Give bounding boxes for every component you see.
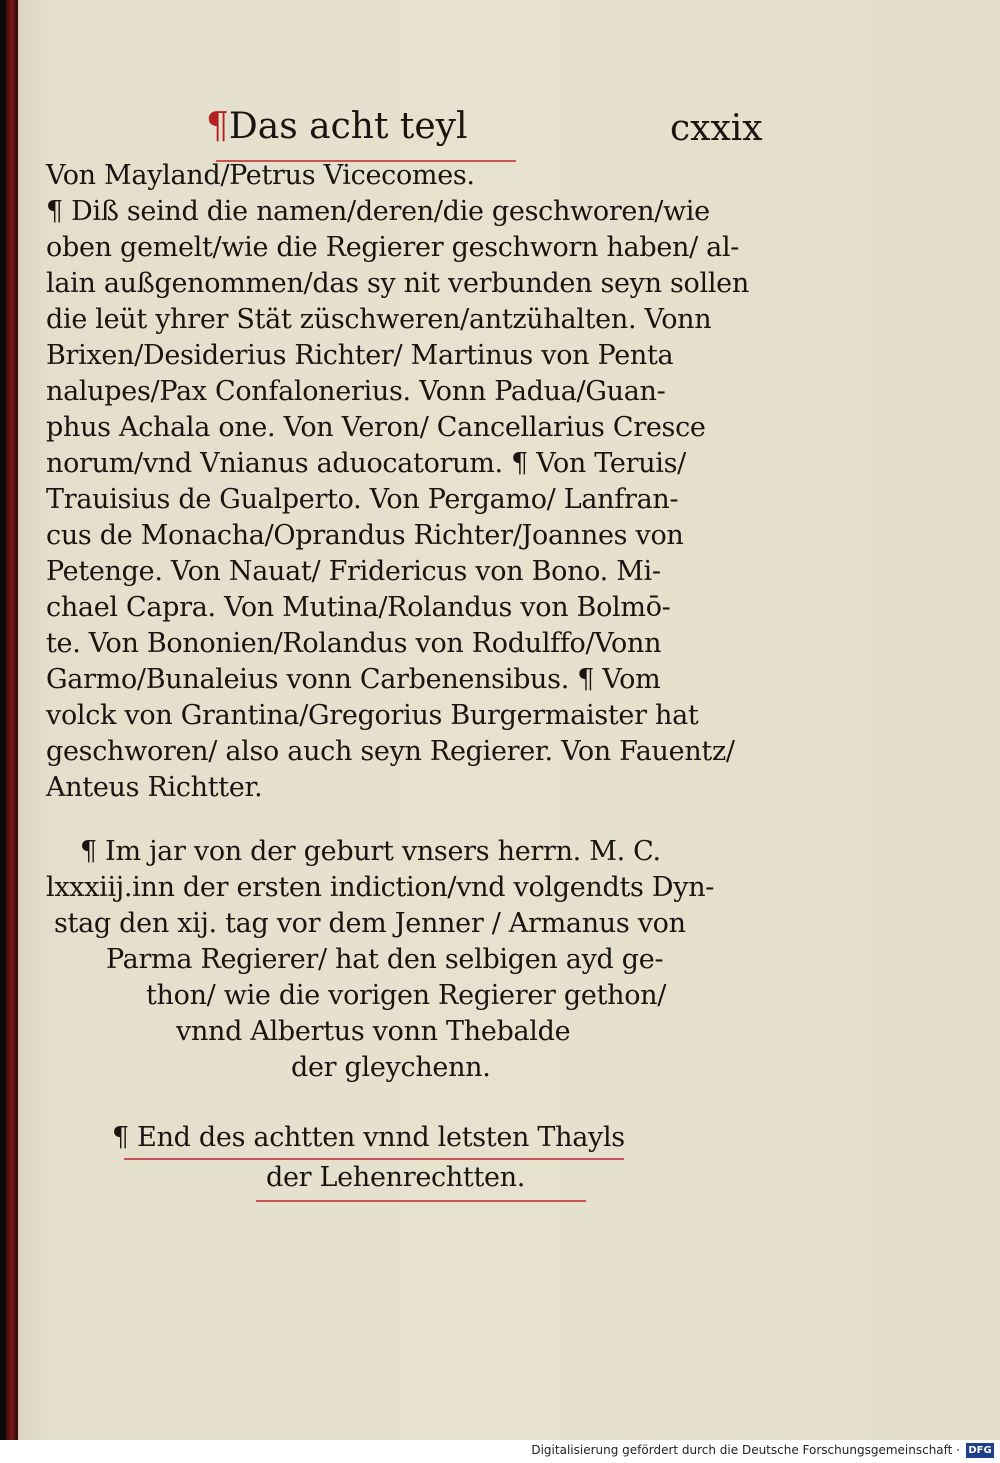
- book-page: [6, 0, 1000, 1440]
- text-line: Brixen/Desiderius Richter/ Martinus von Penta: [46, 340, 674, 371]
- paragraph-mark: ¶: [206, 106, 229, 147]
- text-line: Anteus Richtter.: [46, 772, 263, 803]
- text-line: phus Achala one. Von Veron/ Cancellarius Cresce: [46, 412, 706, 443]
- text-line: thon/ wie die vorigen Regierer gethon/: [146, 980, 667, 1011]
- text-line: geschworen/ also auch seyn Regierer. Von Fauentz/: [46, 736, 735, 767]
- text-line: te. Von Bononien/Rolandus von Rodulffo/Vonn: [46, 628, 662, 659]
- text-line: oben gemelt/wie die Regierer geschworn haben/ al-: [46, 232, 740, 263]
- text-line: lxxxiij.inn der ersten indiction/vnd volgendts Dyn-: [46, 872, 715, 903]
- text-line: norum/vnd Vnianus aduocatorum. ¶ Von Teruis/: [46, 448, 686, 479]
- explicit-underline: [256, 1200, 586, 1202]
- text-line: ¶ End des achtten vnnd letsten Thayls: [112, 1122, 625, 1153]
- funding-credit: Digitalisierung gefördert durch die Deutsche Forschungsgemeinschaft ·: [531, 1443, 960, 1457]
- explicit-underline: [124, 1158, 624, 1160]
- dfg-logo: DFG: [966, 1443, 994, 1458]
- footer-bar: [0, 1440, 1000, 1463]
- text-line: Trauisius de Gualperto. Von Pergamo/ Lanfran-: [46, 484, 679, 515]
- text-line: der Lehenrechtten.: [266, 1162, 526, 1193]
- text-line: chael Capra. Von Mutina/Rolandus von Bolmō-: [46, 592, 671, 623]
- text-line: die leüt yhrer Stät züschweren/antzühalten. Vonn: [46, 304, 712, 335]
- book-spine-edge: [6, 0, 18, 1440]
- text-line: stag den xij. tag vor dem Jenner / Armanus von: [54, 908, 686, 939]
- text-line: cus de Monacha/Oprandus Richter/Joannes von: [46, 520, 684, 551]
- folio-number: cxxix: [670, 108, 763, 149]
- text-line: lain außgenommen/das sy nit verbunden seyn sollen: [46, 268, 749, 299]
- text-line: Parma Regierer/ hat den selbigen ayd ge-: [106, 944, 664, 975]
- text-line: Von Mayland/Petrus Vicecomes.: [46, 160, 475, 191]
- text-line: nalupes/Pax Confalonerius. Vonn Padua/Guan-: [46, 376, 666, 407]
- text-line: ¶ Diß seind die namen/deren/die geschworen/wie: [46, 196, 710, 227]
- text-line: Petenge. Von Nauat/ Fridericus von Bono. Mi-: [46, 556, 661, 587]
- text-line: ¶ Im jar von der geburt vnsers herrn. M. C.: [80, 836, 661, 867]
- running-head-title: Das acht teyl: [228, 106, 468, 147]
- text-line: der gleychenn.: [291, 1052, 491, 1083]
- text-line: volck von Grantina/Gregorius Burgermaister hat: [46, 700, 699, 731]
- text-line: Garmo/Bunaleius vonn Carbenensibus. ¶ Vom: [46, 664, 661, 695]
- running-head: [206, 106, 468, 147]
- text-line: vnnd Albertus vonn Thebalde: [176, 1016, 571, 1047]
